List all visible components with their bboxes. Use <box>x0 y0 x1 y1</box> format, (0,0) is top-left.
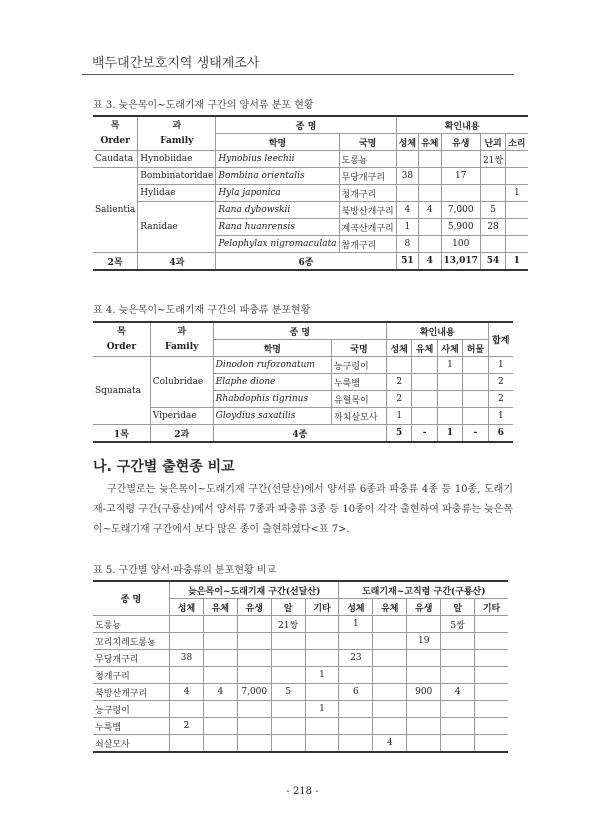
table-cell <box>407 667 441 684</box>
table-row <box>93 616 508 633</box>
table-cell: 4 <box>419 202 441 219</box>
table-cell <box>437 391 462 408</box>
table-cell <box>373 616 407 633</box>
table-cell: 2 <box>386 391 411 408</box>
table-cell <box>475 718 508 735</box>
table-cell: - <box>463 425 488 443</box>
table-header-row <box>93 322 513 340</box>
table-cell <box>373 701 407 718</box>
table-cell <box>475 735 508 753</box>
table-total-row <box>93 425 513 443</box>
table-cell <box>339 667 373 684</box>
table-cell <box>506 219 528 236</box>
table-cell <box>412 408 437 425</box>
table-cell <box>441 718 475 735</box>
table-cell: 국명 <box>339 134 396 151</box>
table-cell <box>305 616 339 633</box>
table-cell <box>480 185 505 202</box>
table-cell: 1 <box>437 425 462 443</box>
table-cell <box>441 701 475 718</box>
table-cell <box>475 667 508 684</box>
table-cell: 유체 <box>203 599 237 616</box>
table-cell <box>271 650 305 667</box>
table-cell: 능구렁이 <box>331 357 386 374</box>
table-cell: Bombinatoridae <box>138 168 216 185</box>
table-cell: 유체 <box>419 134 441 151</box>
table-cell: 유생 <box>407 599 441 616</box>
table-cell: 2 <box>170 718 204 735</box>
table-cell: 1 <box>488 408 513 425</box>
table-cell: 학명 <box>213 340 331 357</box>
table-cell <box>407 718 441 735</box>
table-cell <box>339 718 373 735</box>
table-row <box>93 151 528 168</box>
table-cell <box>203 735 237 753</box>
table-cell <box>170 616 204 633</box>
table-cell: 종 명 <box>93 581 170 616</box>
table-cell: 소리 <box>506 134 528 151</box>
table-cell: 7,000 <box>237 684 271 701</box>
table-row <box>93 735 508 753</box>
table-cell: 누룩뱀 <box>93 718 170 735</box>
table-cell <box>271 718 305 735</box>
table-cell <box>412 374 437 391</box>
table-cell <box>506 151 528 168</box>
table-cell: 유체 <box>373 599 407 616</box>
header-divider <box>82 74 514 75</box>
table-cell: Rhabdophis tigrinus <box>213 391 331 408</box>
table-cell: 2 <box>386 374 411 391</box>
table-cell: 4종 <box>213 425 386 443</box>
table-cell <box>396 185 418 202</box>
table-cell: 7,000 <box>441 202 480 219</box>
table-cell <box>271 633 305 650</box>
running-header: 백두대간보호지역 생태계조사 <box>92 56 260 71</box>
table-cell: 난괴 <box>480 134 505 151</box>
table-cell: 도롱뇽 <box>93 616 170 633</box>
table-cell: Rana dybowskii <box>216 202 339 219</box>
table-cell: 알 <box>441 599 475 616</box>
table-cell <box>339 735 373 753</box>
table-cell: - <box>412 425 437 443</box>
table-row <box>93 202 528 219</box>
table-cell <box>437 374 462 391</box>
table-cell: 5 <box>480 202 505 219</box>
table-cell <box>475 616 508 633</box>
table-row <box>93 185 528 202</box>
header-label-ko: 목 <box>110 120 120 131</box>
table-cell: 유혈목이 <box>331 391 386 408</box>
table-cell <box>419 219 441 236</box>
table-cell: 참개구리 <box>339 236 396 253</box>
table-cell: 2 <box>488 391 513 408</box>
table-header-row <box>93 581 508 599</box>
header-label-ko: 과 <box>177 326 187 337</box>
table-cell: Hylidae <box>138 185 216 202</box>
table-cell: Elaphe dione <box>213 374 331 391</box>
table-cell: 무당개구리 <box>93 650 170 667</box>
table-cell <box>271 735 305 753</box>
table-cell <box>170 701 204 718</box>
header-label-en: Family <box>165 341 199 352</box>
table-cell <box>373 718 407 735</box>
table-cell: 4과 <box>138 253 216 271</box>
table-cell: Rana huanrensis <box>216 219 339 236</box>
table-cell <box>237 718 271 735</box>
table-cell: 21쌍 <box>271 616 305 633</box>
table-cell <box>441 185 480 202</box>
table-cell <box>237 735 271 753</box>
table-cell <box>419 151 441 168</box>
table-cell: 청개구리 <box>93 667 170 684</box>
table-cell: 성체 <box>170 599 204 616</box>
table-cell: 북방산개구리 <box>93 684 170 701</box>
table-cell: 38 <box>396 168 418 185</box>
table-cell: 북방산개구리 <box>339 202 396 219</box>
table-cell <box>386 357 411 374</box>
table-cell <box>419 168 441 185</box>
table-3-caption: 표 3. 늦은목이~도래기재 구간의 양서류 분포 현황 <box>93 100 314 111</box>
table-header-cell <box>150 322 213 357</box>
table-cell <box>506 168 528 185</box>
table-cell: 합계 <box>488 322 513 357</box>
table-cell <box>237 650 271 667</box>
section-paragraph: 구간별로는 늦은목이~도래기재 구간(선달산)에서 양서류 6종과 파충류 4종 등 10종, 도래기재-고직령 구간(구룡산)에서 양서류 7종과 파충류 3종 등 10종이 각각 출현하여 파충류는 늦은목이~도래기재 구간에서 보다 많은 종이 출현하였다<표 7>. <box>93 484 513 535</box>
table-cell: 1 <box>506 253 528 271</box>
table-cell: 알 <box>271 599 305 616</box>
table-cell: Pelophylax nigromaculata <box>216 236 339 253</box>
table-header-cell <box>93 322 150 357</box>
table-cell <box>475 633 508 650</box>
table-5-caption: 표 5. 구간별 양서·파충류의 분포현황 비교 <box>93 565 277 576</box>
table-cell <box>305 735 339 753</box>
table-cell: 2목 <box>93 253 138 271</box>
table-cell: 38 <box>170 650 204 667</box>
table-row <box>93 408 513 425</box>
table-cell <box>373 650 407 667</box>
table-cell <box>441 633 475 650</box>
table-cell: 6종 <box>216 253 396 271</box>
table-cell: 5 <box>386 425 411 443</box>
table-cell: 유체 <box>412 340 437 357</box>
table-row <box>93 357 513 374</box>
table-cell: 4 <box>170 684 204 701</box>
table-cell: 6 <box>339 684 373 701</box>
table-cell: 1 <box>305 667 339 684</box>
table-cell <box>396 151 418 168</box>
table-cell <box>412 391 437 408</box>
table-cell <box>203 650 237 667</box>
table-total-row <box>93 253 528 271</box>
table-header-cell <box>138 116 216 151</box>
table-row <box>93 684 508 701</box>
table-cell: 까치살모사 <box>331 408 386 425</box>
table-cell <box>407 616 441 633</box>
table-cell <box>463 391 488 408</box>
table-cell: 확인내용 <box>396 116 527 134</box>
table-cell <box>480 236 505 253</box>
table-3-amphibians <box>93 115 528 271</box>
table-cell: Caudata <box>93 151 138 168</box>
table-cell: 1 <box>305 701 339 718</box>
table-cell <box>475 701 508 718</box>
table-cell <box>305 650 339 667</box>
table-cell: 19 <box>407 633 441 650</box>
table-cell: 누룩뱀 <box>331 374 386 391</box>
table-cell: 유생 <box>441 134 480 151</box>
table-cell <box>271 701 305 718</box>
table-cell <box>419 236 441 253</box>
table-cell: 사체 <box>437 340 462 357</box>
table-cell: 4 <box>373 735 407 753</box>
table-row <box>93 701 508 718</box>
table-cell: 학명 <box>216 134 339 151</box>
page-number: - 218 - <box>286 786 319 797</box>
table-cell: 1 <box>339 616 373 633</box>
table-cell: Dinodon rufozonatum <box>213 357 331 374</box>
table-cell: 1목 <box>93 425 150 443</box>
table-cell: 23 <box>339 650 373 667</box>
table-cell: 국명 <box>331 340 386 357</box>
table-cell: 2 <box>488 374 513 391</box>
table-cell <box>463 408 488 425</box>
table-cell: 900 <box>407 684 441 701</box>
section-heading: 나. 구간별 출현종 비교 <box>93 459 235 475</box>
table-cell: 100 <box>441 236 480 253</box>
table-cell <box>407 650 441 667</box>
table-cell: 1 <box>386 408 411 425</box>
table-cell: 종 명 <box>216 116 396 134</box>
table-cell <box>475 684 508 701</box>
table-cell: 28 <box>480 219 505 236</box>
table-cell <box>305 633 339 650</box>
table-cell <box>463 357 488 374</box>
table-cell <box>271 667 305 684</box>
table-cell: 4 <box>203 684 237 701</box>
table-cell: 종 명 <box>213 322 386 340</box>
header-label-en: Order <box>100 135 130 146</box>
table-cell <box>203 718 237 735</box>
table-cell: 1 <box>488 357 513 374</box>
table-cell <box>305 718 339 735</box>
table-cell <box>373 633 407 650</box>
table-5-comparison <box>93 580 508 753</box>
table-cell: 늦은목이~도래기재 구간(선달산) <box>170 581 339 599</box>
table-cell <box>463 374 488 391</box>
table-cell <box>203 701 237 718</box>
table-cell: 도래기재~고직령 구간(구룡산) <box>339 581 508 599</box>
table-cell: 허물 <box>463 340 488 357</box>
table-cell <box>407 701 441 718</box>
table-cell: 6 <box>488 425 513 443</box>
table-row <box>93 650 508 667</box>
table-cell <box>419 185 441 202</box>
table-cell <box>237 633 271 650</box>
header-label-ko: 과 <box>172 120 182 131</box>
table-cell: 확인내용 <box>386 322 488 340</box>
table-cell <box>170 735 204 753</box>
table-cell: 성체 <box>396 134 418 151</box>
table-4-reptiles <box>93 321 513 443</box>
table-cell: Colubridae <box>150 357 213 408</box>
table-cell: 51 <box>396 253 418 271</box>
table-cell: Squamata <box>93 357 150 425</box>
table-cell: Hynobiidae <box>138 151 216 168</box>
table-cell <box>203 667 237 684</box>
table-cell: Bombina orientalis <box>216 168 339 185</box>
table-cell: Gloydius saxatilis <box>213 408 331 425</box>
table-cell <box>441 735 475 753</box>
table-cell: 8 <box>396 236 418 253</box>
table-header-cell <box>93 116 138 151</box>
table-cell: Ranidae <box>138 202 216 253</box>
table-cell: 기타 <box>475 599 508 616</box>
table-cell <box>373 684 407 701</box>
table-cell: 쇠살모사 <box>93 735 170 753</box>
table-cell <box>203 633 237 650</box>
table-cell: Hynobius leechii <box>216 151 339 168</box>
table-header-row <box>93 116 528 134</box>
table-cell: 기타 <box>305 599 339 616</box>
table-row <box>93 667 508 684</box>
table-row <box>93 168 528 185</box>
table-cell <box>170 667 204 684</box>
table-cell: Hyla japonica <box>216 185 339 202</box>
table-cell <box>339 633 373 650</box>
table-row <box>93 633 508 650</box>
header-label-ko: 목 <box>117 326 126 337</box>
table-cell <box>441 667 475 684</box>
table-cell: 1 <box>506 185 528 202</box>
table-cell <box>441 151 480 168</box>
table-cell: 계곡산개구리 <box>339 219 396 236</box>
table-cell <box>475 650 508 667</box>
table-cell <box>437 408 462 425</box>
table-cell: 5,900 <box>441 219 480 236</box>
table-cell <box>480 168 505 185</box>
table-cell: 4 <box>419 253 441 271</box>
table-cell: 능구렁이 <box>93 701 170 718</box>
table-cell <box>237 616 271 633</box>
table-cell: 17 <box>441 168 480 185</box>
table-cell <box>203 616 237 633</box>
header-label-en: Order <box>106 341 137 352</box>
table-cell <box>305 684 339 701</box>
table-cell: 성체 <box>386 340 411 357</box>
table-cell <box>506 202 528 219</box>
table-cell: 2과 <box>150 425 213 443</box>
table-cell: Viperidae <box>150 408 213 425</box>
table-cell <box>412 357 437 374</box>
table-cell <box>237 667 271 684</box>
table-cell <box>237 701 271 718</box>
table-cell: 1 <box>437 357 462 374</box>
table-cell: 도롱뇽 <box>339 151 396 168</box>
table-cell: 4 <box>396 202 418 219</box>
table-cell <box>373 667 407 684</box>
table-row <box>93 718 508 735</box>
table-cell: 꼬리치레도롱뇽 <box>93 633 170 650</box>
table-cell: 54 <box>480 253 505 271</box>
table-cell: 청개구리 <box>339 185 396 202</box>
table-cell: 1 <box>396 219 418 236</box>
table-cell: Salientia <box>93 168 138 253</box>
table-cell: 13,017 <box>441 253 480 271</box>
table-cell <box>441 650 475 667</box>
table-cell: 성체 <box>339 599 373 616</box>
table-cell <box>407 735 441 753</box>
table-cell: 4 <box>441 684 475 701</box>
table-cell: 21쌍 <box>480 151 505 168</box>
table-cell: 5쌍 <box>441 616 475 633</box>
table-cell: 무당개구리 <box>339 168 396 185</box>
table-cell <box>339 701 373 718</box>
table-cell: 유생 <box>237 599 271 616</box>
table-cell <box>170 633 204 650</box>
table-4-caption: 표 4. 늦은목이~도래기재 구간의 파충류 분포현황 <box>93 305 311 316</box>
table-cell: 5 <box>271 684 305 701</box>
table-cell <box>506 236 528 253</box>
header-label-en: Family <box>160 135 194 146</box>
